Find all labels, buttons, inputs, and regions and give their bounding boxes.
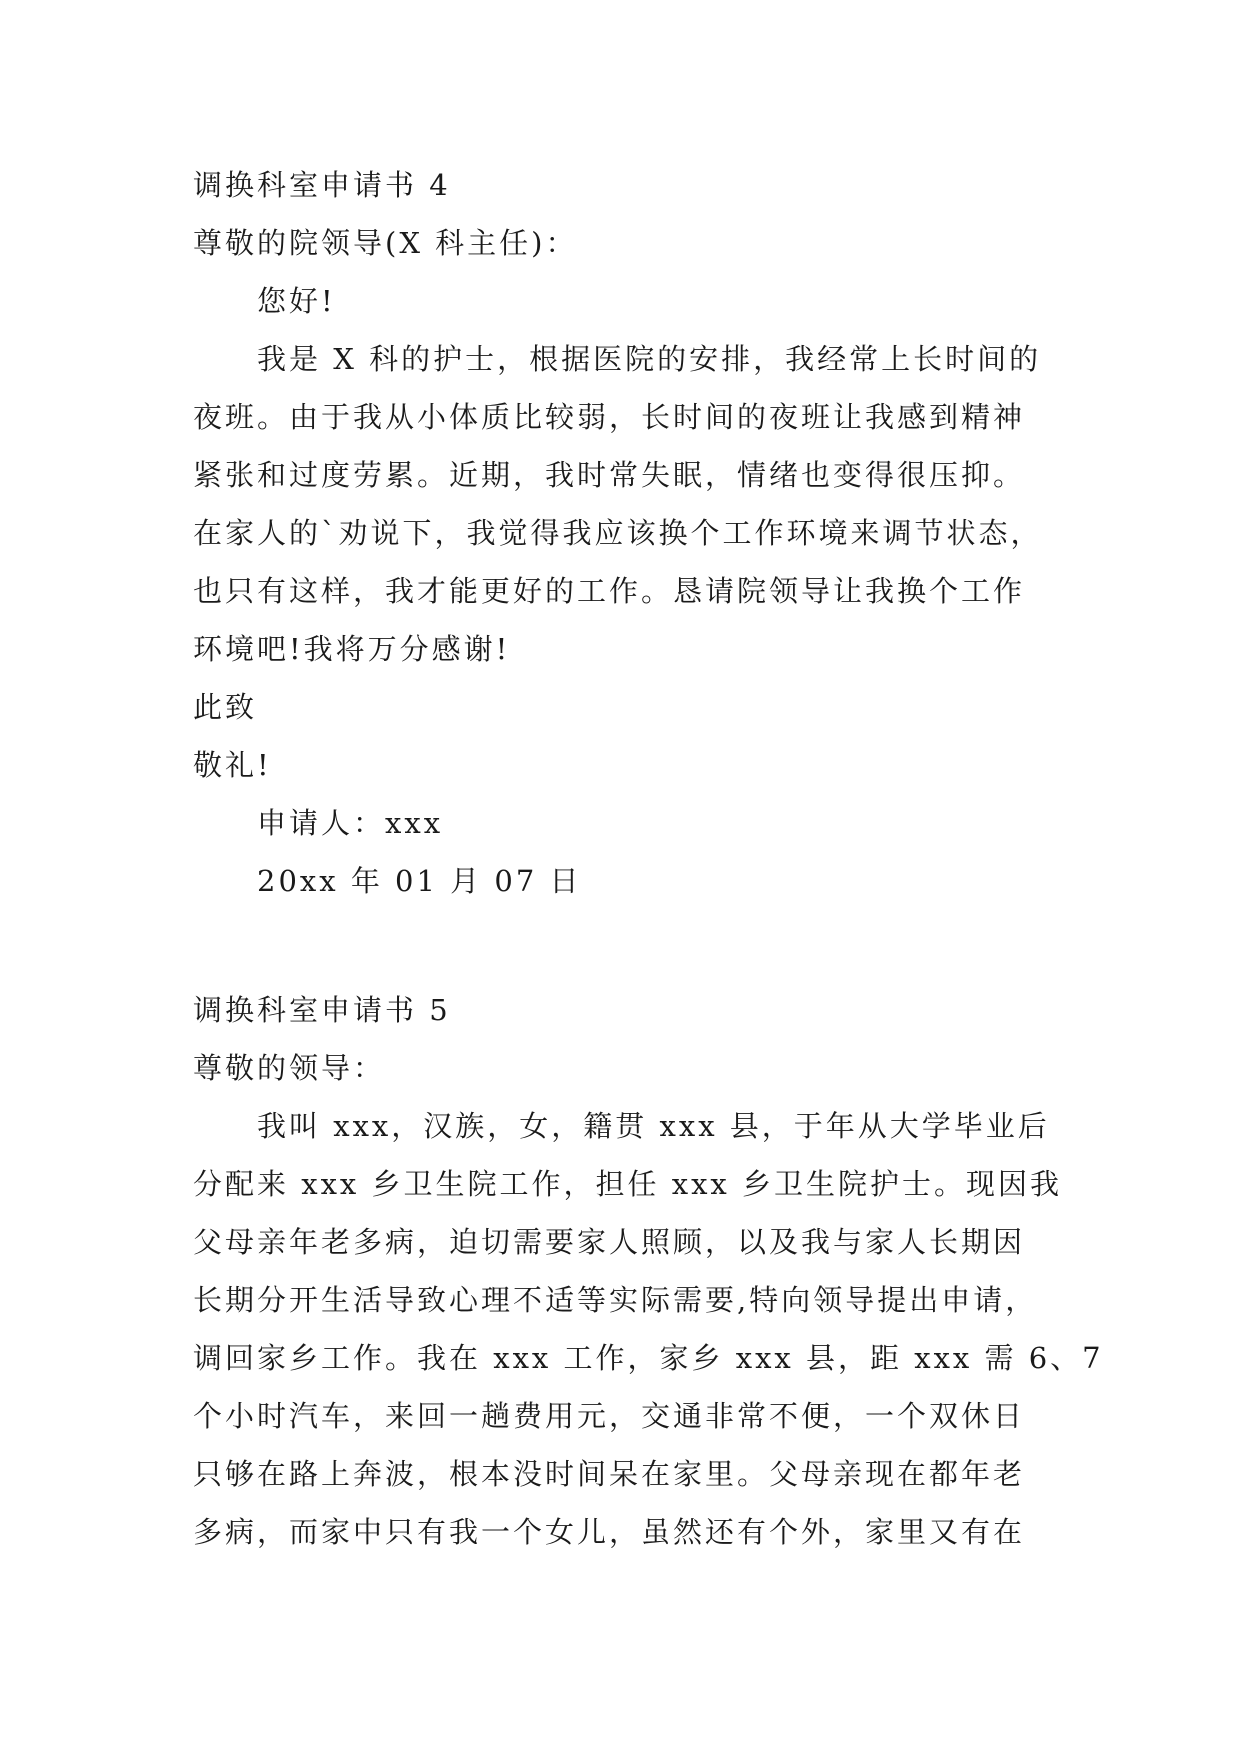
body-line: 我叫 xxx，汉族，女，籍贯 xxx 县，于年从大学毕业后 (257, 1109, 1050, 1143)
body-line: 在家人的`劝说下，我觉得我应该换个工作环境来调节状态， (193, 516, 1043, 550)
body-line: 环境吧!我将万分感谢! (193, 632, 511, 666)
body-line: 只够在路上奔波，根本没时间呆在家里。父母亲现在都年老 (193, 1457, 1026, 1491)
letter-title: 调换科室申请书 5 (193, 993, 451, 1027)
closing-line-2: 敬礼! (193, 748, 272, 782)
body-line: 多病，而家中只有我一个女儿，虽然还有个外，家里又有在 (193, 1515, 1026, 1549)
letter-body (193, 330, 1073, 678)
letter-body (193, 1097, 1104, 1561)
body-line: 夜班。由于我从小体质比较弱，长时间的夜班让我感到精神 (193, 400, 1026, 434)
body-line: 也只有这样，我才能更好的工作。恳请院领导让我换个工作 (193, 574, 1026, 608)
body-line: 调回家乡工作。我在 xxx 工作，家乡 xxx 县，距 xxx 需 6、7 (193, 1341, 1104, 1375)
salutation: 尊敬的院领导(X 科主任)： (193, 226, 578, 260)
body-line: 我是 X 科的护士，根据医院的安排，我经常上长时间的 (257, 342, 1042, 376)
salutation: 尊敬的领导： (193, 1051, 386, 1085)
application-letter-4 (193, 156, 1073, 910)
body-line: 父母亲年老多病，迫切需要家人照顾，以及我与家人长期因 (193, 1225, 1026, 1259)
greeting: 您好! (257, 284, 336, 318)
letter-date: 20xx 年 01 月 07 日 (257, 864, 582, 898)
application-letter-5 (193, 981, 1104, 1561)
body-line: 紧张和过度劳累。近期，我时常失眠，情绪也变得很压抑。 (193, 458, 1026, 492)
body-line: 分配来 xxx 乡卫生院工作，担任 xxx 乡卫生院护士。现因我 (193, 1167, 1063, 1201)
applicant-signature: 申请人：xxx (257, 806, 444, 840)
body-line: 个小时汽车，来回一趟费用元，交通非常不便，一个双休日 (193, 1399, 1026, 1433)
letter-title: 调换科室申请书 4 (193, 168, 451, 202)
closing-line-1: 此致 (193, 690, 258, 724)
body-line: 长期分开生活导致心理不适等实际需要,特向领导提出申请， (193, 1283, 1038, 1317)
